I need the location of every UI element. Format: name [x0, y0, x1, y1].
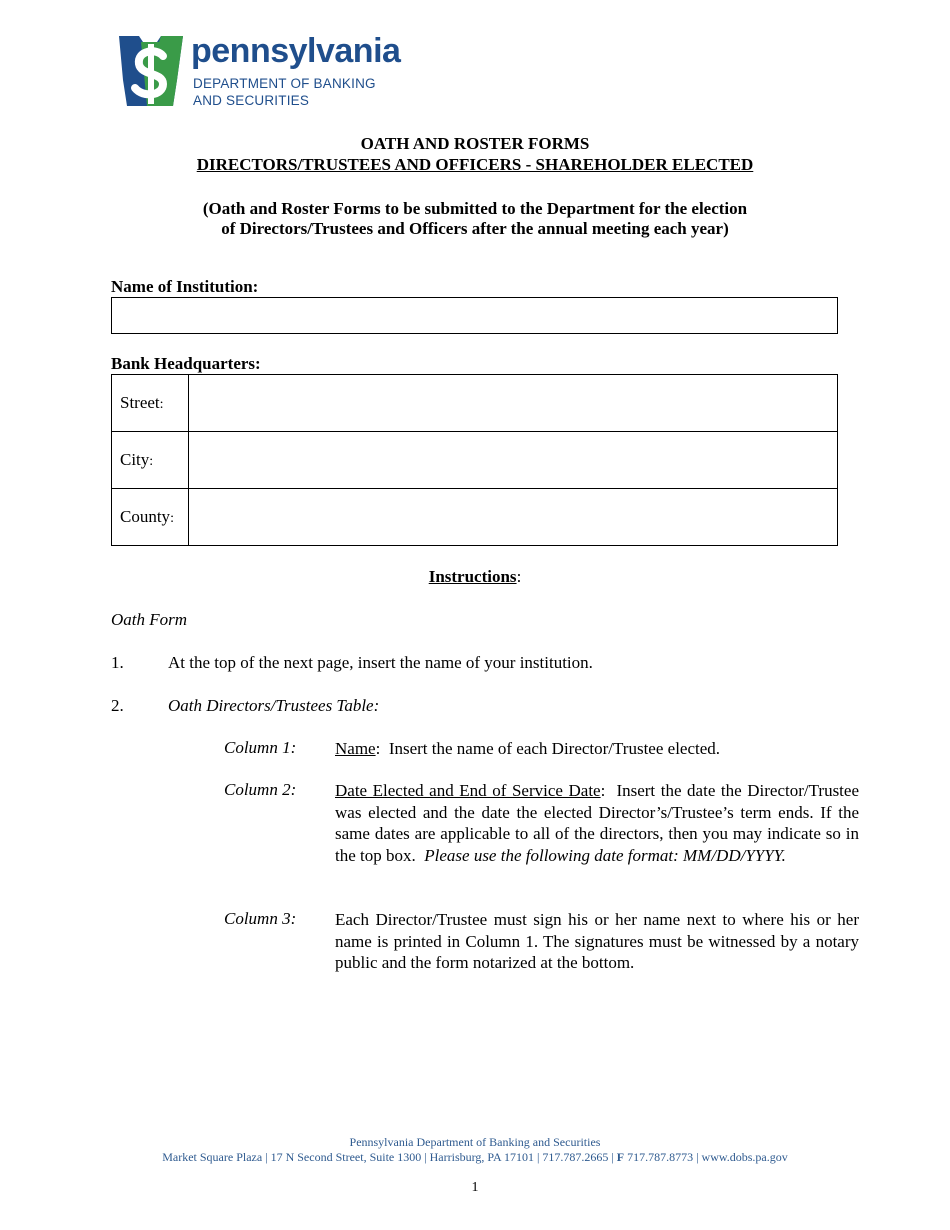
footer-address: Market Square Plaza | 17 N Second Street, Suite 1300 | Harrisburg, PA 17101 | 717.787.2665 | F 717.787.8773 | www.dobs.pa.gov — [162, 1150, 788, 1164]
instructions-heading: Instructions: — [428, 567, 522, 586]
column-1-description: Name: Insert the name of each Director/Trustee elected. — [335, 739, 721, 758]
county-label: County: — [112, 489, 189, 546]
column-2-label: Column 2: — [224, 780, 297, 799]
form-subtitle — [0, 155, 950, 175]
submission-note-line2: of Directors/Trustees and Officers after the annual meeting each year) — [221, 219, 729, 238]
step-1-text: At the top of the next page, insert the name of your institution. — [168, 653, 593, 672]
table-row — [112, 489, 838, 546]
column-3-label: Column 3: — [224, 909, 297, 928]
step-2-text: Oath Directors/Trustees Table: — [168, 696, 380, 715]
pa-dobs-logo — [113, 34, 403, 110]
submission-note-line1: (Oath and Roster Forms to be submitted to the Department for the election — [202, 199, 748, 218]
logo-wordmark: pennsylvania — [191, 32, 401, 70]
oath-form-section: Oath Form — [111, 610, 188, 629]
column-3-description: Each Director/Trustee must sign his or her name next to where his or her name is printed in Column 1. The signatures must be witnessed by a notary public and the form notarized at the bottom. — [335, 910, 859, 973]
institution-name-field[interactable] — [111, 297, 838, 334]
step-1-number: 1. — [111, 653, 124, 672]
street-label: Street: — [112, 375, 189, 432]
step-2-number: 2. — [111, 696, 124, 715]
city-field[interactable] — [189, 432, 838, 489]
city-label: City: — [112, 432, 189, 489]
form-title: OATH AND ROSTER FORMS — [360, 134, 590, 153]
form-subtitle-text: DIRECTORS/TRUSTEES AND OFFICERS - SHAREHOLDER ELECTED — [196, 155, 754, 174]
county-field[interactable] — [189, 489, 838, 546]
table-row — [112, 432, 838, 489]
street-field[interactable] — [189, 375, 838, 432]
column-1-label: Column 1: — [224, 738, 297, 757]
footer-department: Pennsylvania Department of Banking and Securities — [349, 1135, 601, 1149]
keystone-logo-icon — [113, 34, 187, 110]
table-row — [112, 375, 838, 432]
headquarters-label: Bank Headquarters: — [111, 354, 261, 373]
institution-label: Name of Institution: — [111, 277, 259, 296]
logo-department-line1: DEPARTMENT OF BANKING — [193, 76, 376, 91]
headquarters-table — [111, 374, 838, 546]
column-2-description: Date Elected and End of Service Date: Insert the date the Director/Trustee was elected and the date the elected Director’s/Trustee’s term ends. If the same dates are applicable to all of the directors, then you may indicate so in the top box. Please use the following date format: MM/DD/YYYY. — [335, 781, 859, 865]
logo-department-line2: AND SECURITIES — [193, 93, 310, 108]
page-number: 1 — [471, 1180, 479, 1195]
